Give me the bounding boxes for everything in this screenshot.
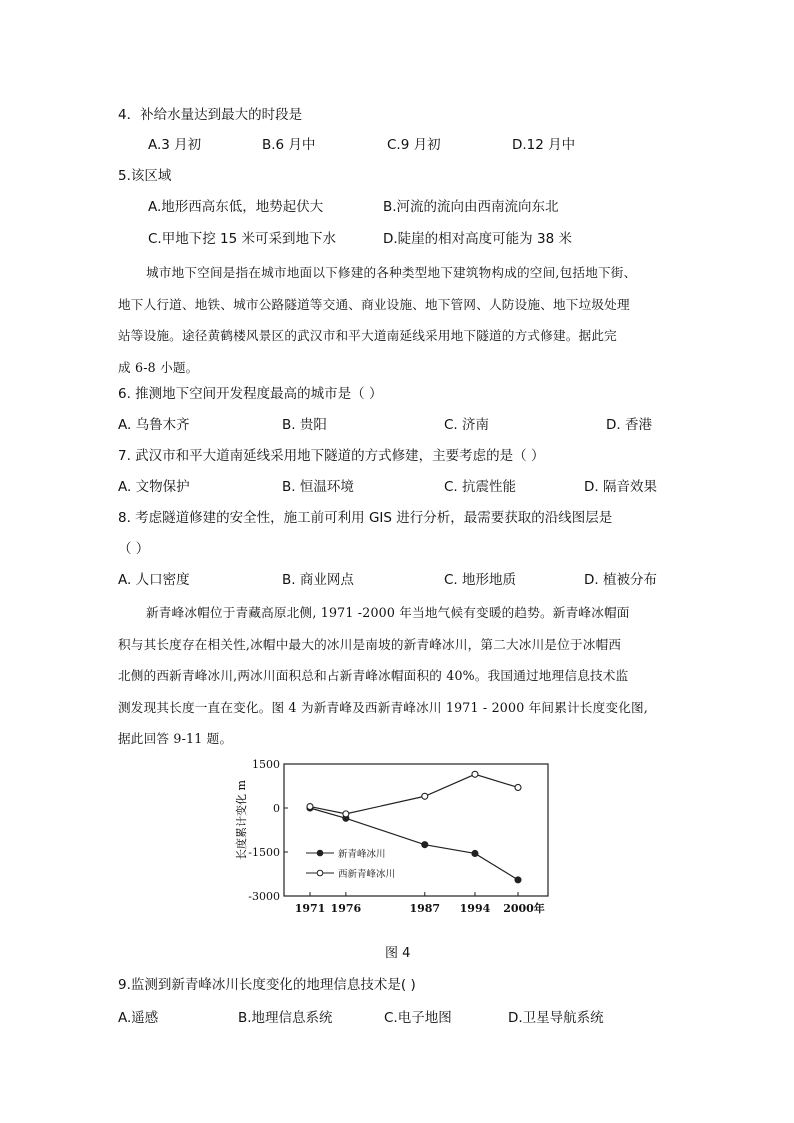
passage1-line: 城市地下空间是指在城市地面以下修建的各种类型地下建筑物构成的空间,包括地下街、 (146, 265, 637, 280)
q5-option-c: C.甲地下挖 15 米可采到地下水 (148, 231, 336, 247)
q7-option-c: C. 抗震性能 (444, 479, 517, 495)
passage-glacier (118, 597, 688, 755)
data-point-west-xinqingfeng (307, 804, 313, 810)
passage2-line: 新青峰冰帽位于青藏高原北侧, 1971 -2000 年当地气候有变暖的趋势。新青峰冰帽面 (146, 605, 630, 620)
q8-option-c: C. 地形地质 (444, 572, 517, 588)
q9-option-d: D.卫星导航系统 (508, 1010, 604, 1026)
q8-answer-paren: （ ） (118, 541, 150, 557)
q6-option-d: D. 香港 (606, 417, 652, 433)
legend-label: 西新青峰冰川 (338, 869, 396, 880)
q8-stem: 8. 考虑隧道修建的安全性，施工前可利用 GIS 进行分析，最需要获取的沿线图层是 (118, 510, 613, 526)
legend-marker (317, 850, 323, 856)
q6-option-b: B. 贵阳 (282, 417, 327, 433)
q4-option-a: A.3 月初 (148, 137, 202, 153)
q8-option-a: A. 人口密度 (118, 572, 190, 588)
passage2-line: 北侧的西新青峰冰川,两冰川面积总和占新青峰冰帽面积的 40%。我国通过地理信息技术监 (118, 668, 629, 683)
x-tick-label: 1971 (294, 902, 326, 915)
passage1-line: 站等设施。途径黄鹤楼风景区的武汉市和平大道南延线采用地下隧道的方式修建。据此完 (118, 328, 617, 343)
q4-option-c: C.9 月初 (387, 137, 441, 153)
q5-option-d: D.陡崖的相对高度可能为 38 米 (383, 231, 572, 247)
q8-option-d: D. 植被分布 (584, 572, 657, 588)
q6-option-a: A. 乌鲁木齐 (118, 417, 190, 433)
q9-option-b: B.地理信息系统 (238, 1010, 333, 1026)
data-point-xinqingfeng (472, 850, 478, 856)
data-point-west-xinqingfeng (472, 771, 478, 777)
q9-option-c: C.电子地图 (384, 1010, 452, 1026)
q6-stem: 6. 推测地下空间开发程度最高的城市是（ ） (118, 386, 383, 402)
q4-stem: 4．补给水量达到最大的时段是 (118, 107, 303, 123)
passage-underground-space (118, 257, 678, 383)
q4-option-b: B.6 月中 (262, 137, 316, 153)
passage1-line: 地下人行道、地铁、城市公路隧道等交通、商业设施、地下管网、人防设施、地下垃圾处理 (118, 296, 630, 312)
q7-option-b: B. 恒温环境 (282, 479, 354, 495)
q7-option-d: D. 隔音效果 (584, 479, 657, 495)
y-tick-label: 0 (273, 802, 280, 815)
x-tick-label: 1976 (330, 902, 362, 915)
legend-marker (317, 870, 323, 876)
passage1-line: 成 6-8 小题。 (118, 359, 199, 375)
glacier-length-chart (228, 756, 558, 921)
x-tick-label: 1994 (459, 902, 491, 915)
data-point-xinqingfeng (515, 877, 521, 883)
data-point-west-xinqingfeng (422, 793, 428, 799)
chart-y-axis-label: 长度累计变化 m (235, 780, 248, 860)
x-tick-label: 1987 (409, 902, 441, 915)
legend-label: 新青峰冰川 (338, 849, 386, 860)
q5-option-b: B.河流的流向由西南流向东北 (383, 199, 559, 215)
chart-plot-frame (284, 764, 548, 896)
figure-caption: 图 4 (385, 946, 411, 961)
q5-option-a: A.地形西高东低，地势起伏大 (148, 199, 324, 215)
q9-stem: 9.监测到新青峰冰川长度变化的地理信息技术是( ) (118, 977, 416, 993)
series-line-west-xinqingfeng (310, 774, 518, 814)
y-tick-label: 1500 (252, 758, 280, 771)
passage2-line: 积与其长度存在相关性,冰帽中最大的冰川是南坡的新青峰冰川，第二大冰川是位于冰帽西 (118, 636, 622, 652)
q9-option-a: A.遥感 (118, 1010, 159, 1026)
q5-stem: 5.该区域 (118, 168, 172, 184)
q4-option-d: D.12 月中 (512, 137, 576, 153)
data-point-xinqingfeng (422, 842, 428, 848)
y-tick-label: -3000 (248, 890, 280, 903)
y-tick-label: -1500 (248, 846, 280, 859)
q6-option-c: C. 济南 (444, 417, 490, 433)
data-point-west-xinqingfeng (343, 811, 349, 817)
passage2-line: 据此回答 9-11 题。 (118, 731, 233, 746)
data-point-west-xinqingfeng (515, 784, 521, 790)
q8-option-b: B. 商业网点 (282, 572, 354, 588)
q7-option-a: A. 文物保护 (118, 479, 190, 495)
x-tick-label: 2000年 (503, 902, 545, 915)
q7-stem: 7. 武汉市和平大道南延线采用地下隧道的方式修建，主要考虑的是（ ） (118, 448, 545, 464)
passage2-line: 测发现其长度一直在变化。图 4 为新青峰及西新青峰冰川 1971 - 2000 年间累计长度变化图, (118, 699, 648, 715)
